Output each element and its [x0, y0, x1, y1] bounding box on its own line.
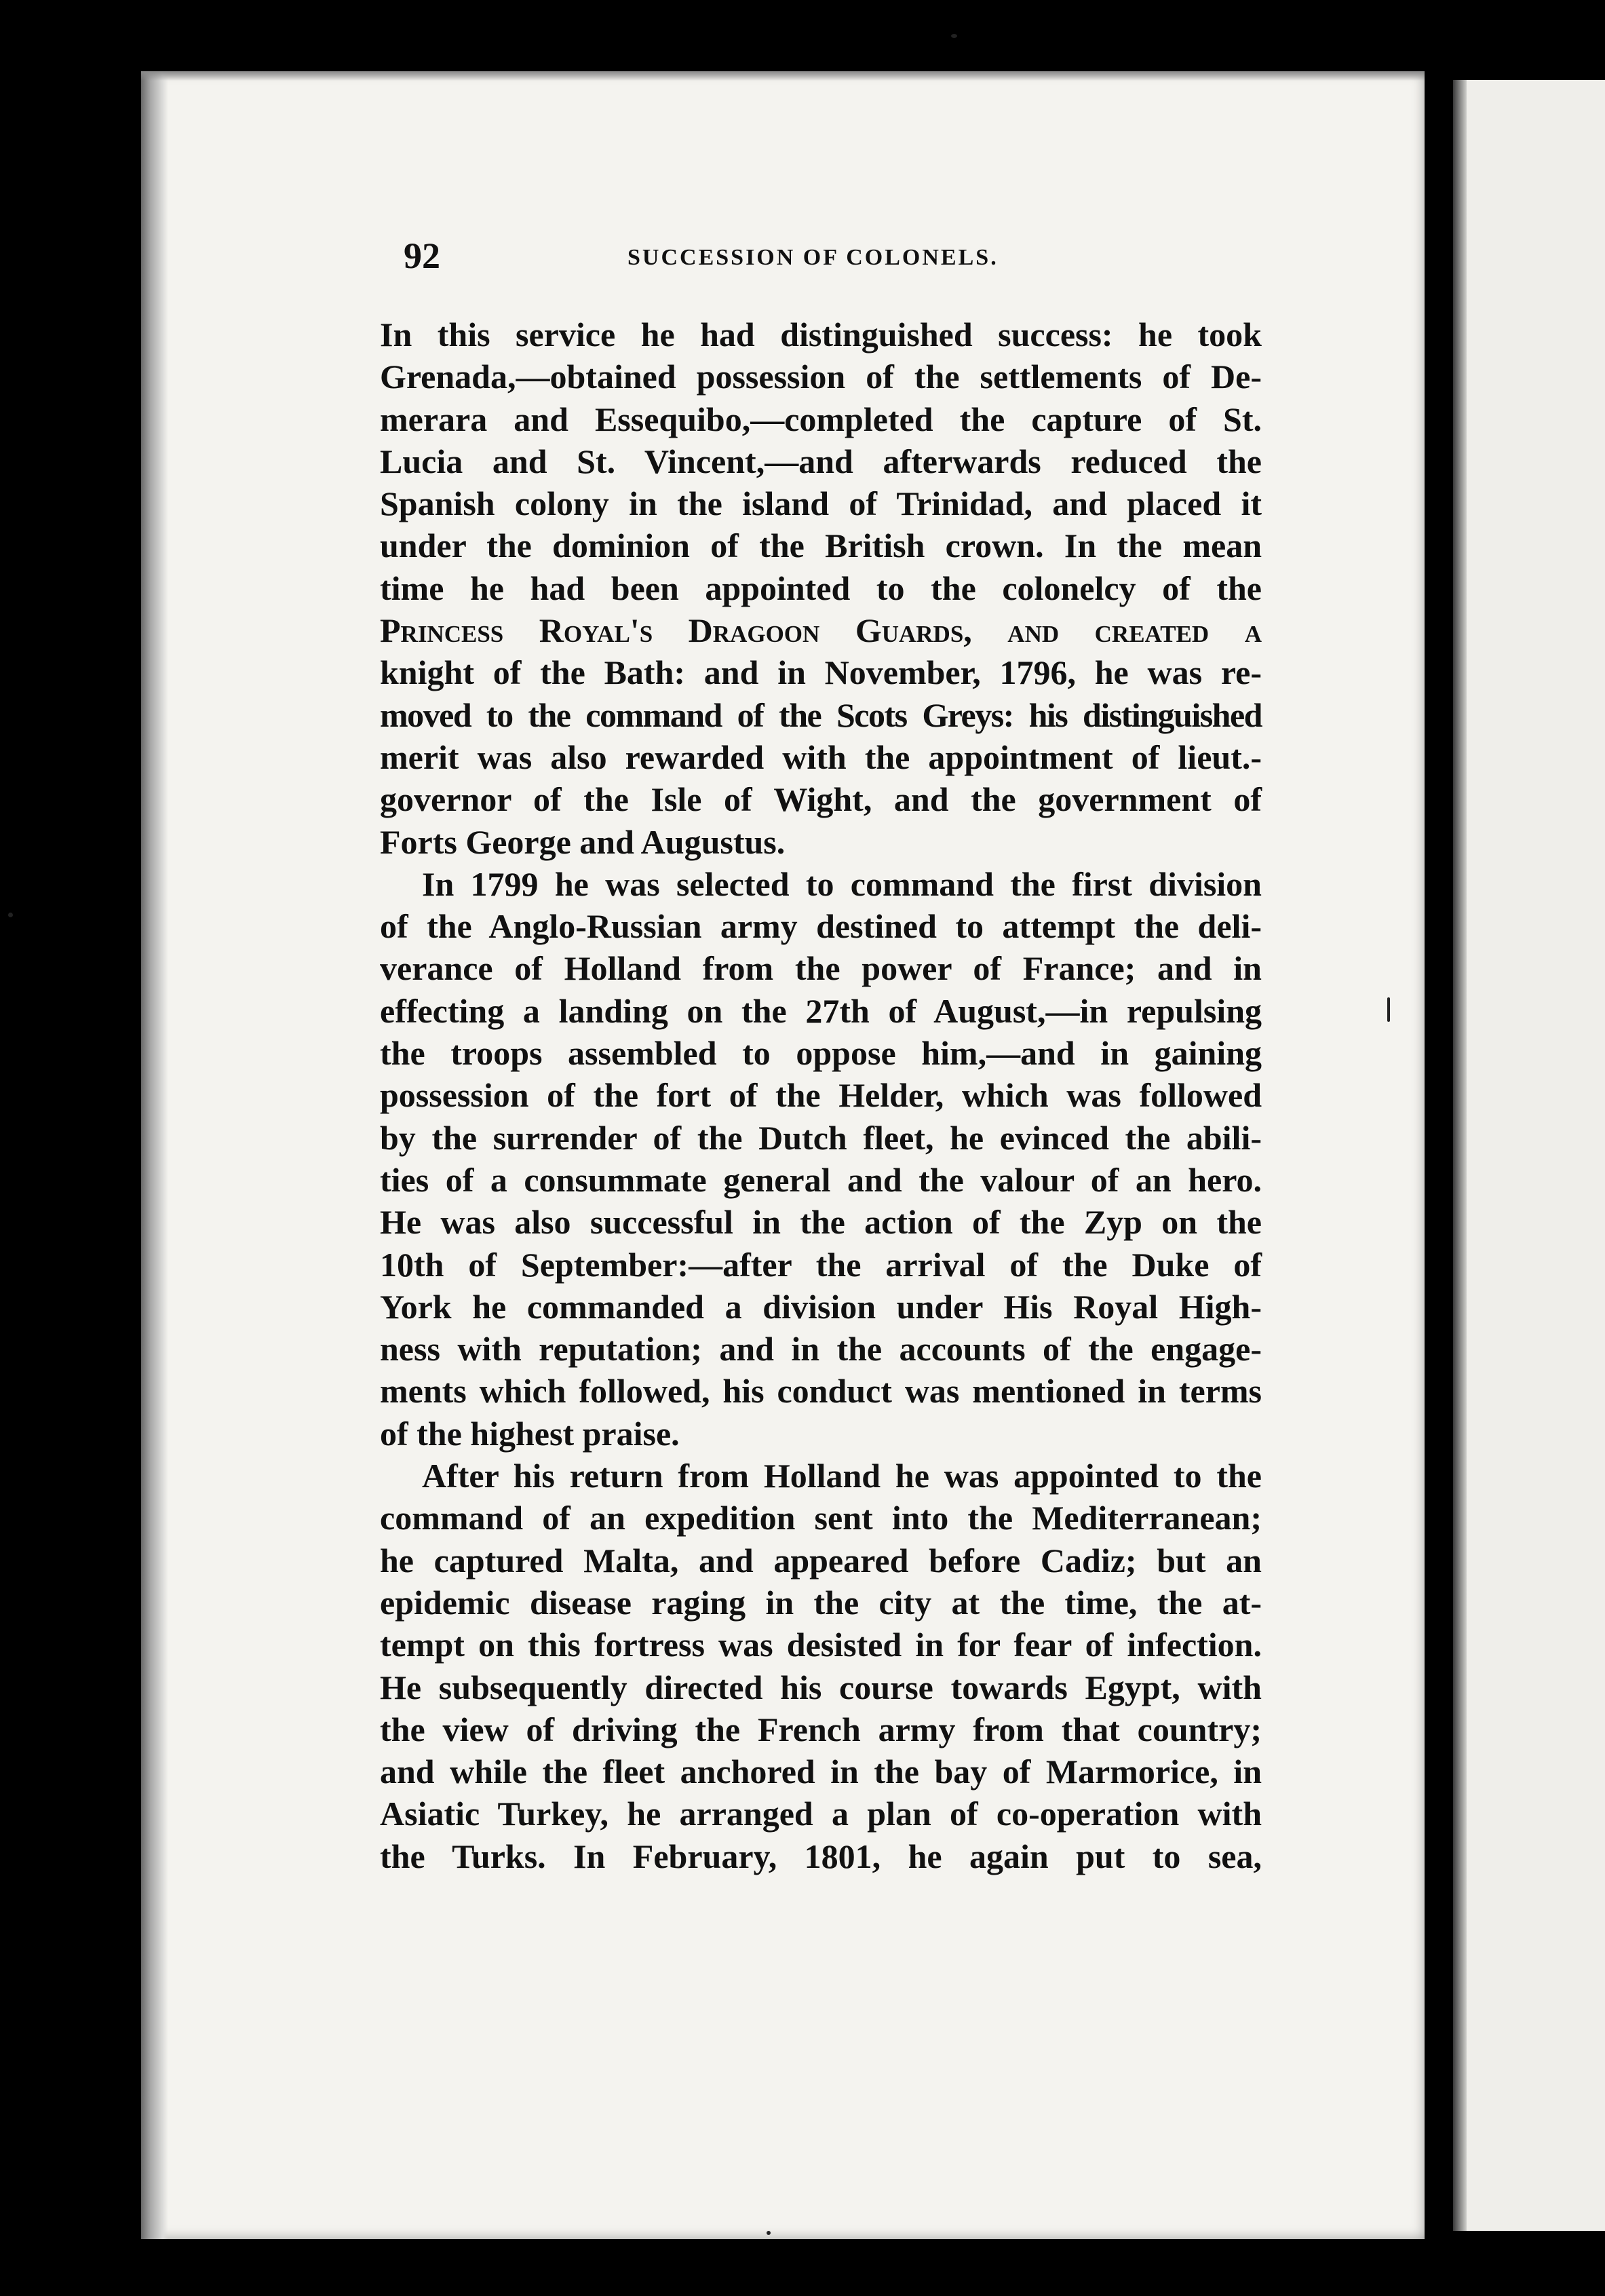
text-line: knight of the Bath: and in November, 1796, he was re- [380, 653, 1262, 692]
text-line: Forts George and Augustus. [380, 822, 786, 861]
text-line: he captured Malta, and appeared before Cadiz; but an [380, 1541, 1262, 1580]
scan-speck [1387, 997, 1390, 1022]
text-line: possession of the fort of the Helder, which was followed [380, 1076, 1262, 1115]
text-line: After his return from Holland he was appointed to the [422, 1457, 1262, 1495]
text-line: 10th of September:—after the arrival of the Duke of [380, 1245, 1262, 1284]
text-line: merara and Essequibo,—completed the capture of St. [380, 400, 1262, 438]
page-gutter-shadow [141, 71, 168, 2239]
text-line: the view of driving the French army from that country; [380, 1710, 1262, 1748]
scan-speck [951, 34, 957, 38]
text-line: and while the fleet anchored in the bay of Marmorice, in [380, 1753, 1262, 1791]
text-line: Lucia and St. Vincent,—and afterwards reduced the [380, 442, 1262, 480]
text-line: In this service he had distinguished success: he took [380, 315, 1262, 353]
text-line: the Turks. In February, 1801, he again put to sea, [380, 1837, 1262, 1875]
page-number: 92 [404, 235, 440, 276]
text-line: moved to the command of the Scots Greys: his distinguished [380, 695, 1262, 734]
text-line: ties of a consummate general and the valour of an hero. [380, 1160, 1262, 1199]
text-line: by the surrender of the Dutch fleet, he evinced the abili- [380, 1118, 1262, 1157]
text-line: ments which followed, his conduct was mentioned in terms [380, 1372, 1262, 1411]
scan-speck [8, 913, 13, 917]
text-line: merit was also rewarded with the appointment of lieut.- [380, 738, 1262, 776]
scan-speck [767, 2231, 771, 2235]
text-line: York he commanded a division under His Royal High- [380, 1287, 1262, 1326]
text-line: of the Anglo-Russian army destined to attempt the deli- [380, 907, 1262, 946]
text-line: tempt on this fortress was desisted in for fear of infection. [380, 1626, 1262, 1664]
text-line: verance of Holland from the power of France; and in [380, 949, 1262, 988]
text-line: Grenada,—obtained possession of the settlements of De- [380, 358, 1262, 396]
paragraph-2 [380, 863, 1262, 1455]
text-line: ness with reputation; and in the accounts of the engage- [380, 1330, 1262, 1369]
adjacent-page-edge [1453, 80, 1605, 2231]
text-line: Spanish colony in the island of Trinidad, and placed it [380, 484, 1262, 523]
text-line: He was also successful in the action of the Zyp on the [380, 1203, 1262, 1242]
text-line: command of an expedition sent into the Mediterranean; [380, 1499, 1262, 1537]
body-text [380, 313, 1262, 1877]
text-line: of the highest praise. [380, 1414, 680, 1453]
text-line: under the dominion of the British crown. In the mean [380, 527, 1262, 565]
text-line: He subsequently directed his course towards Egypt, with [380, 1668, 1262, 1706]
text-line: the troops assembled to oppose him,—and in gaining [380, 1034, 1262, 1073]
text-line: Asiatic Turkey, he arranged a plan of co-operation with [380, 1795, 1262, 1833]
text-line: epidemic disease raging in the city at the time, the at- [380, 1583, 1262, 1622]
paragraph-1 [380, 313, 1262, 863]
adjacent-page-shadow [1453, 80, 1467, 2231]
page-top-shadow [141, 71, 1425, 81]
paragraph-3 [380, 1455, 1262, 1877]
text-line: time he had been appointed to the colonelcy of the [380, 569, 1262, 607]
page-header [404, 232, 1285, 280]
text-line: Princess Royal's Dragoon Guards, and created a [380, 611, 1262, 650]
text-line: effecting a landing on the 27th of August,—in repulsing [380, 991, 1262, 1030]
text-line: In 1799 he was selected to command the first division [422, 864, 1262, 903]
text-line: governor of the Isle of Wight, and the government of [380, 780, 1262, 819]
running-head: SUCCESSION OF COLONELS. [627, 245, 999, 270]
